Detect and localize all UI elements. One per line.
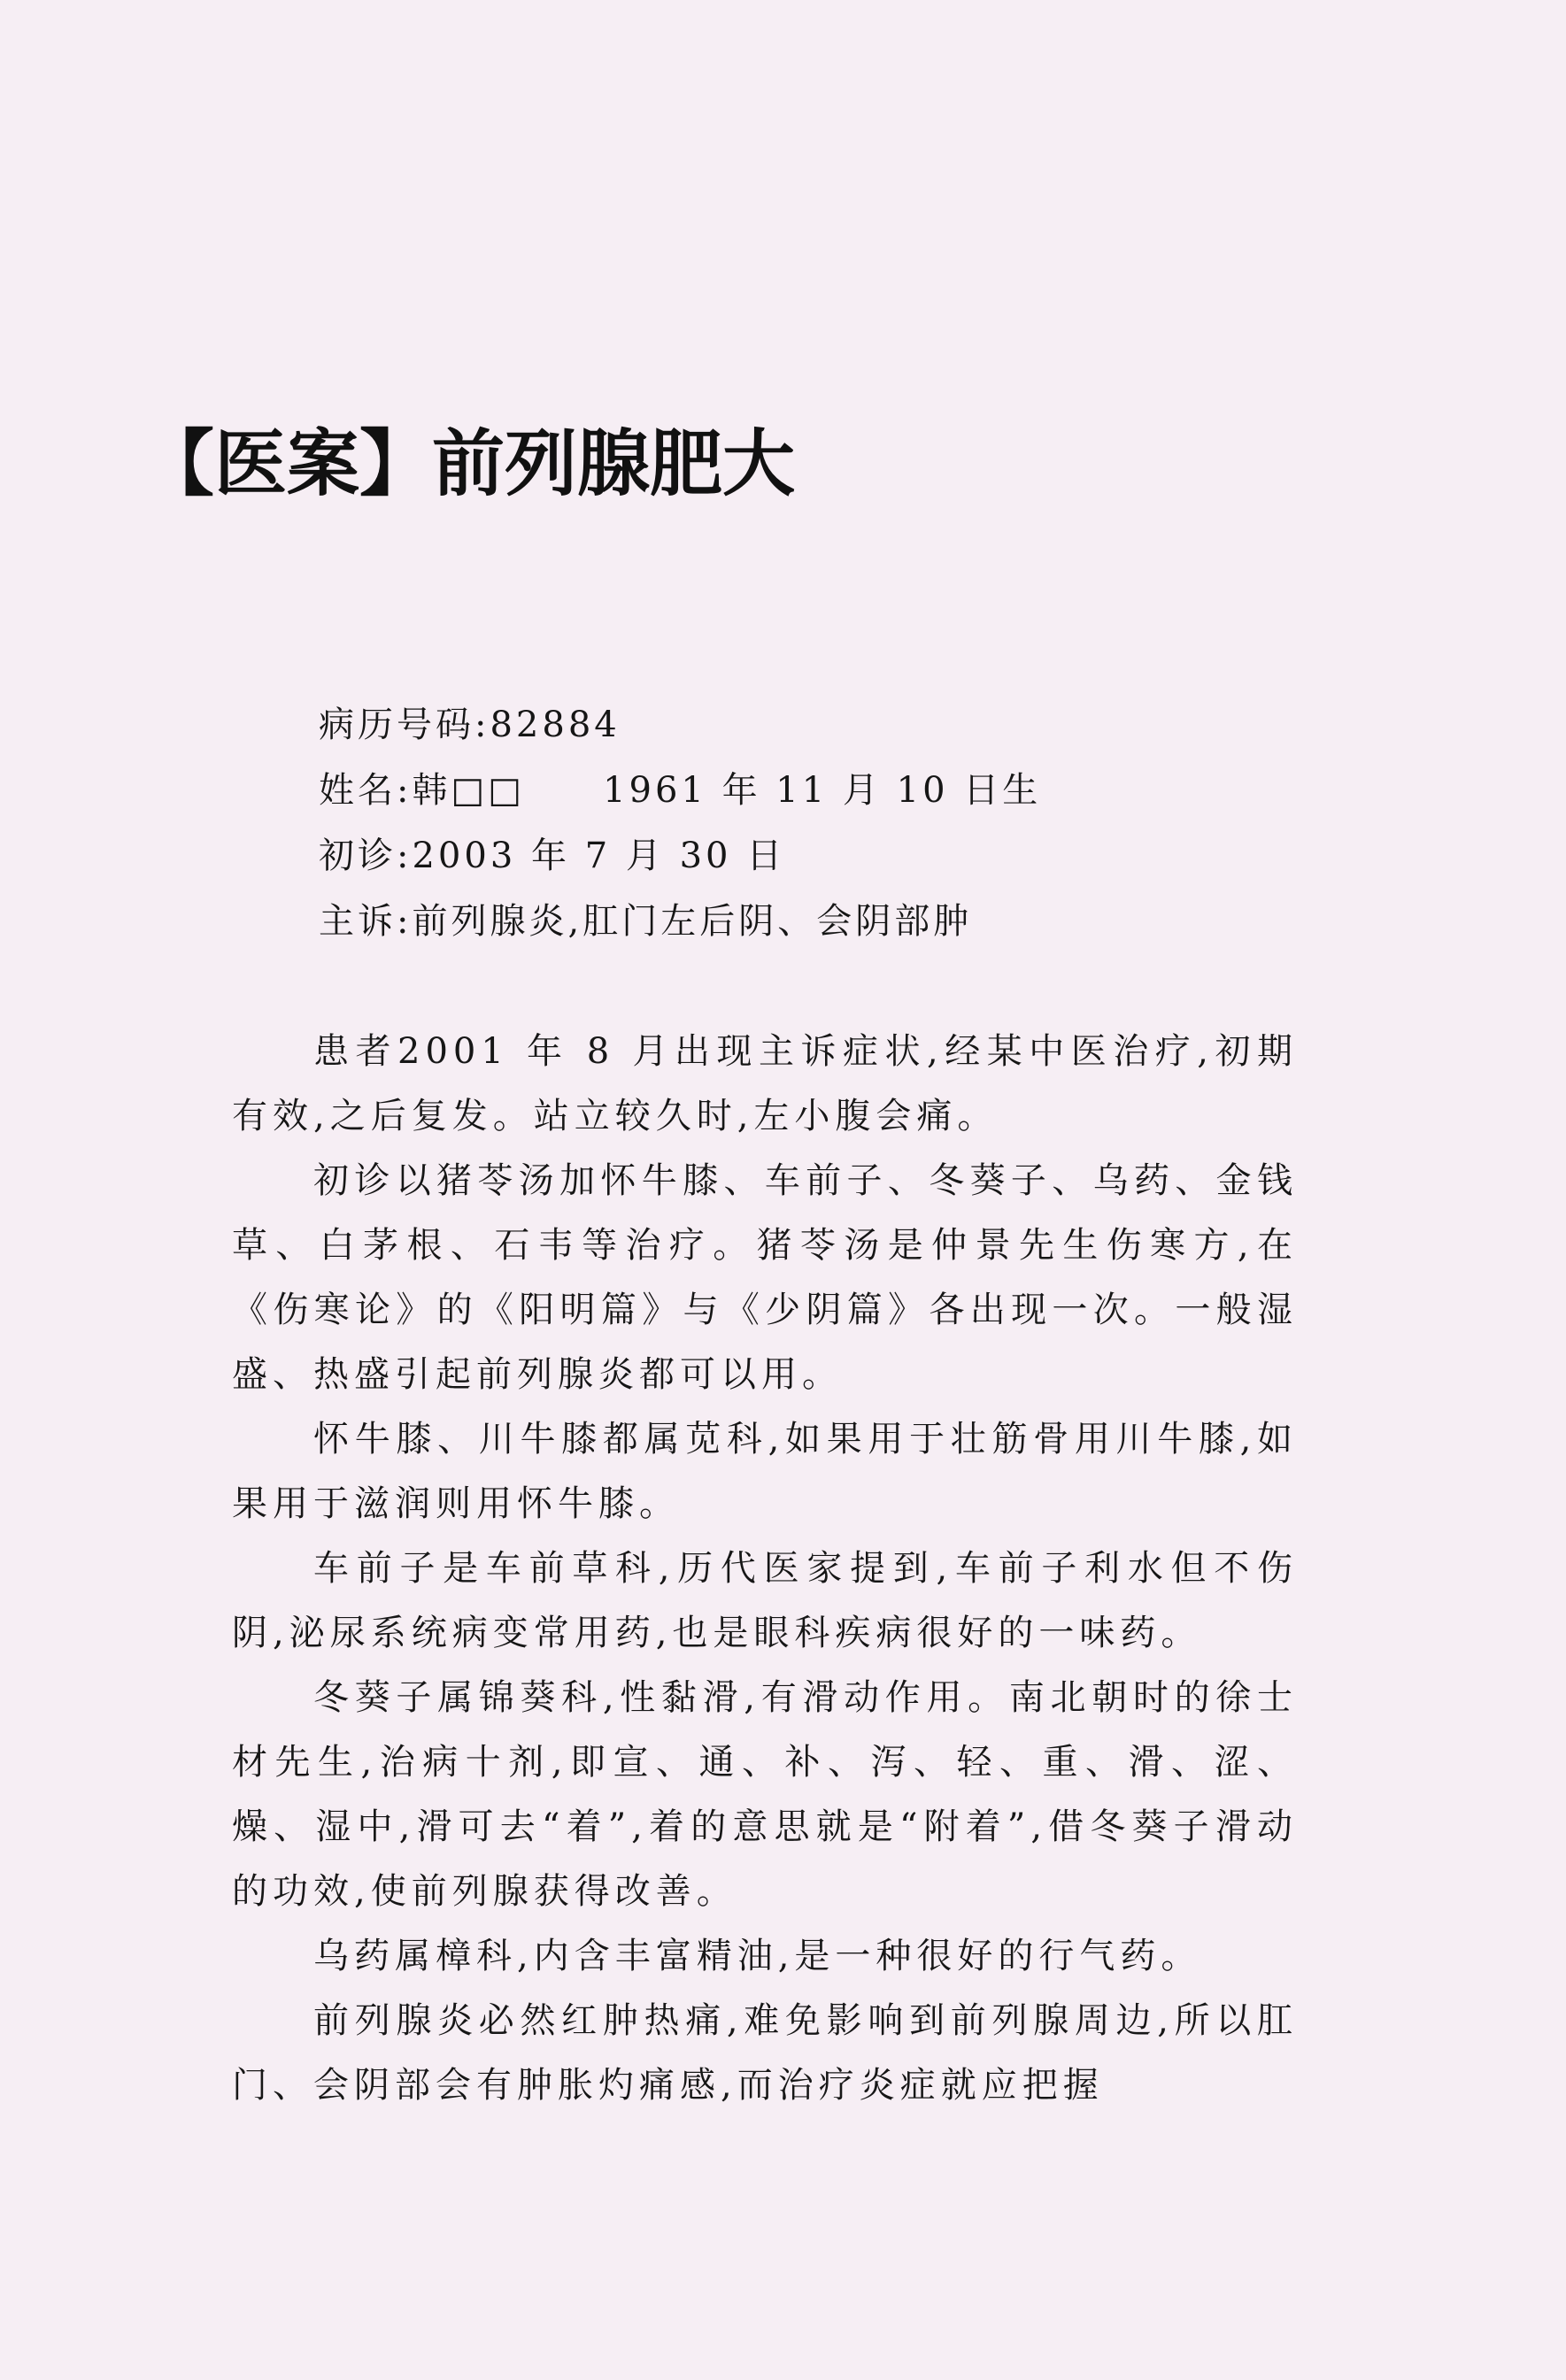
patient-line — [319, 758, 1381, 823]
patient-name: 姓名:韩□□ — [319, 770, 526, 811]
paragraph: 车前子是车前草科,历代医家提到,车前子利水但不伤阴,泌尿系统病变常用药,也是眼科疾病很好的一味药。 — [232, 1548, 1298, 1653]
case-record — [319, 692, 1381, 954]
case-title: 【医案】前列腺肥大 — [142, 422, 796, 506]
first-visit-date: 初诊:2003 年 7 月 30 日 — [319, 836, 786, 876]
record-number: 病历号码:82884 — [319, 705, 621, 745]
paragraph: 前列腺炎必然红肿热痛,难免影响到前列腺周边,所以肛门、会阴部会有肿胀灼痛感,而治疗炎症就应把握 — [232, 2000, 1298, 2106]
paragraph: 怀牛膝、川牛膝都属苋科,如果用于壮筋骨用川牛膝,如果用于滋润则用怀牛膝。 — [232, 1419, 1298, 1524]
patient-birth: 1961 年 11 月 10 日生 — [603, 770, 1042, 811]
first-visit-line — [319, 823, 1381, 889]
case-body — [232, 1020, 1298, 2118]
paragraph: 冬葵子属锦葵科,性黏滑,有滑动作用。南北朝时的徐士材先生,治病十剂,即宣、通、补、泻、轻、重、滑、涩、燥、湿中,滑可去“着”,着的意思就是“附着”,借冬葵子滑动的功效,使前列腺获得改善。 — [232, 1677, 1298, 1912]
complaint-line — [319, 889, 1381, 954]
paragraph: 乌药属樟科,内含丰富精油,是一种很好的行气药。 — [313, 1936, 1202, 1976]
paragraph: 患者2001 年 8 月出现主诉症状,经某中医治疗,初期有效,之后复发。站立较久时,左小腹会痛。 — [232, 1031, 1298, 1136]
chief-complaint: 主诉:前列腺炎,肛门左后阴、会阴部肿 — [319, 901, 973, 942]
record-number-line — [319, 692, 1381, 758]
paragraph: 初诊以猪苓汤加怀牛膝、车前子、冬葵子、乌药、金钱草、白茅根、石韦等治疗。猪苓汤是仲景先生伤寒方,在《伤寒论》的《阳明篇》与《少阴篇》各出现一次。一般湿盛、热盛引起前列腺炎都可以用。 — [232, 1160, 1298, 1395]
